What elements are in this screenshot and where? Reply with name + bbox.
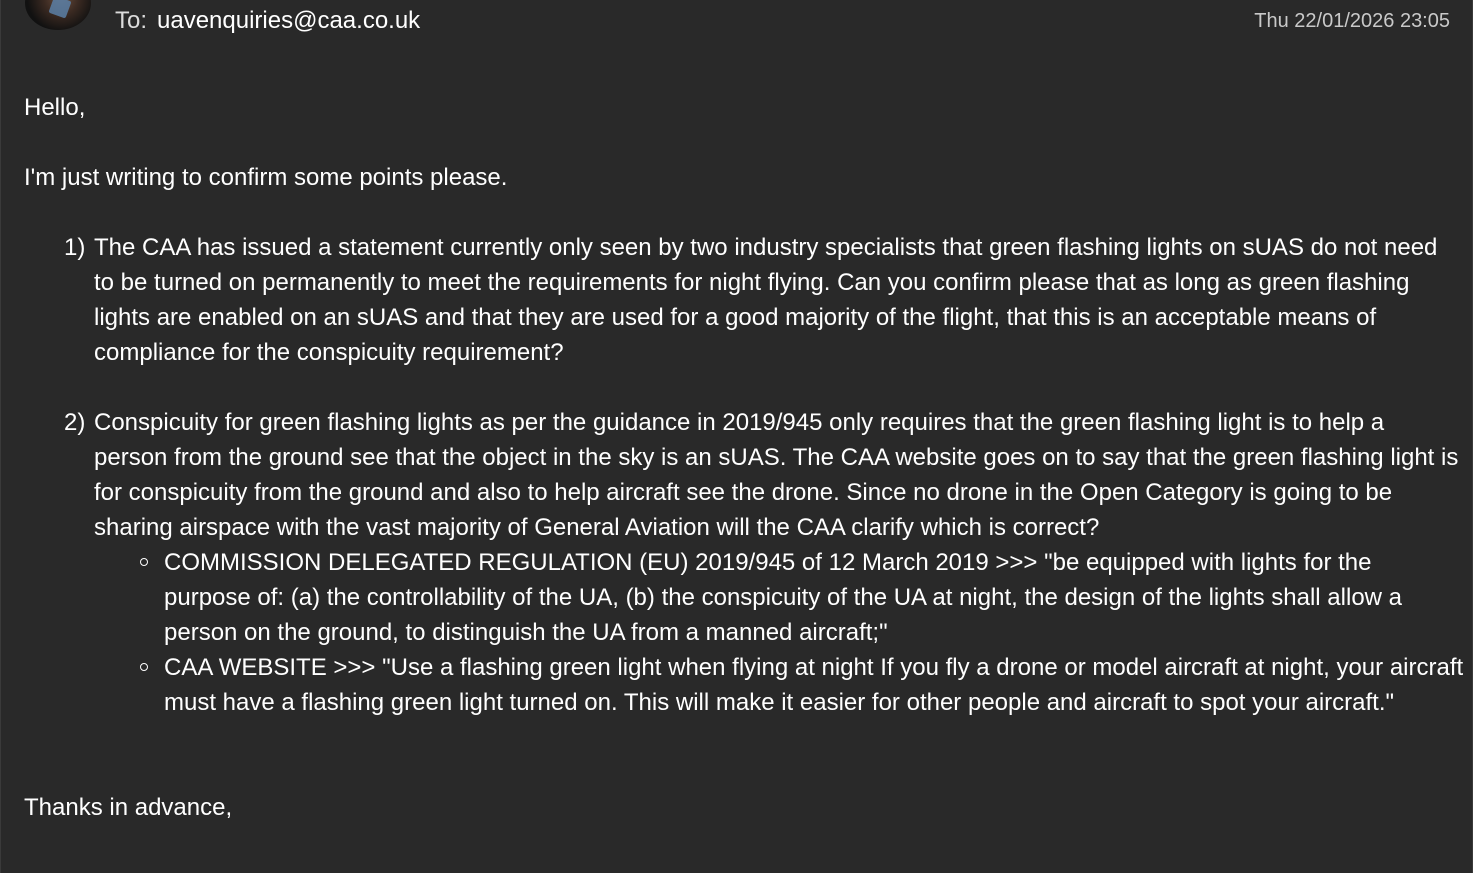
intro-paragraph: I'm just writing to confirm some points please. (24, 164, 508, 191)
list-item-number: 1) (64, 234, 86, 261)
closing: Thanks in advance, (24, 794, 233, 821)
recipient-address[interactable]: uavenquiries@caa.co.uk (157, 7, 421, 34)
avatar-image-detail (48, 0, 71, 19)
numbered-list (24, 230, 1464, 720)
hollow-bullet-icon (140, 558, 148, 566)
sub-list-item (24, 545, 1464, 650)
spacer (24, 755, 1464, 790)
sub-list-item-text: COMMISSION DELEGATED REGULATION (EU) 2019/945 of 12 March 2019 >>> "be equipped with lights for the purpose of: (a) the controllability of the UA, (b) the conspicuity of the UA at night, the design of the lights shall allow a person on the ground, to distinguish the UA from a manned aircraft;" (164, 549, 1403, 646)
greeting: Hello, (24, 94, 86, 121)
list-item (24, 230, 1464, 370)
list-item (24, 405, 1464, 545)
sub-list-item (24, 650, 1464, 720)
list-item-text: The CAA has issued a statement currently only seen by two industry specialists that green flashing lights on sUAS do not need to be turned on permanently to meet the requirements for night flying. Can you confirm please that as long as green flashing lights are enabled on an sUAS and that they are used for a good majority of the flight, that this is an acceptable means of compliance for the conspicuity requirement? (94, 234, 1438, 366)
spacer (24, 720, 1464, 755)
spacer (24, 370, 1464, 405)
sender-avatar[interactable] (25, 0, 91, 30)
list-item-text: Conspicuity for green flashing lights as per the guidance in 2019/945 only requires that the green flashing light is to help a person from the ground see that the object in the sky is an sUAS. The CAA website goes on to say that the green flashing light is for conspicuity from the ground and also to help aircraft see the drone. Since no drone in the Open Category is going to be sharing airspace with the vast majority of General Aviation will the CAA clarify which is correct? (94, 409, 1459, 541)
message-header (1, 0, 1472, 46)
sub-list-item-text: CAA WEBSITE >>> "Use a flashing green light when flying at night If you fly a drone or model aircraft at night, your aircraft must have a flashing green light turned on. This will make it easier for other people and aircraft to spot your aircraft." (164, 654, 1464, 716)
list-item-number: 2) (64, 409, 86, 436)
to-label: To: (115, 7, 148, 34)
hollow-bullet-icon (140, 663, 148, 671)
spacer (24, 195, 1464, 230)
message-body (24, 90, 1464, 825)
spacer (24, 125, 1464, 160)
message-timestamp: Thu 22/01/2026 23:05 (1254, 10, 1450, 32)
